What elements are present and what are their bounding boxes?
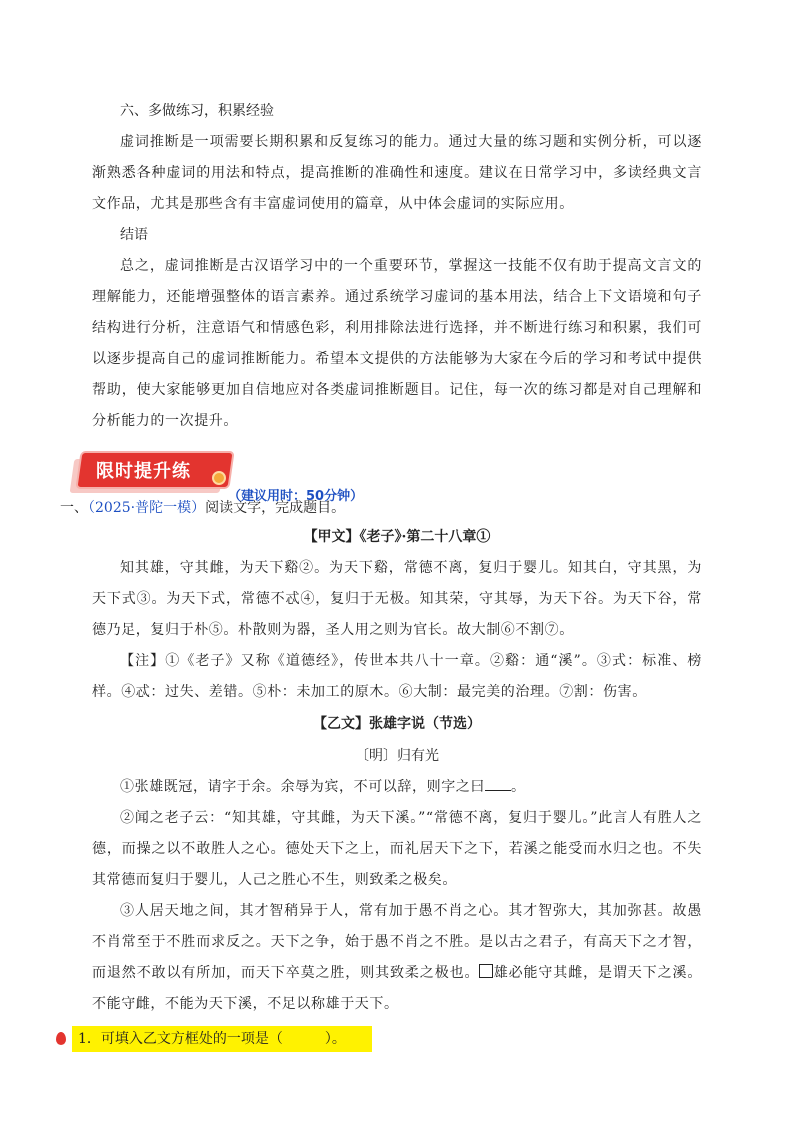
yi-p3-text: ③人居天地之间，其才智稍异于人，常有加于愚不肖之心。其才智弥大，其加弥甚。故愚不肖常至于不胜而求反之。天下之争，始于愚不肖之不胜。是以古之君子，有高天下之才智，而退然不敢以有所加，而天下卒莫之胜，则其致柔之极也。 (92, 903, 702, 981)
yi-p1-end: 。 (511, 779, 526, 795)
section6-body: 虚词推断是一项需要长期积累和反复练习的能力。通过大量的练习题和实例分析，可以逐渐熟悉各种虚词的用法和特点，提高推断的准确性和速度。建议在日常学习中，多读经典文言文作品，尤其是那些含有丰富虚词使用的篇章，从中体会虚词的实际应用。 (92, 134, 702, 212)
yi-p1-text: ①张雄既冠，请字于余。余辱为宾，不可以辞，则字之曰 (120, 779, 485, 795)
conclusion-body: 总之，虚词推断是古汉语学习中的一个重要环节，掌握这一技能不仅有助于提高文言文的理解能力，还能增强整体的语言素养。通过系统学习虚词的基本用法，结合上下文语境和句子结构进行分析，注意语气和情感色彩，利用排除法进行选择，并不断进行练习和积累，我们可以逐步提高自己的虚词推断能力。希望本文提供的方法能够为大家在今后的学习和考试中提供帮助，使大家能够更加自信地应对各类虚词推断题目。记住，每一次的练习都是对自己理解和分析能力的一次提升。 (92, 258, 702, 429)
question-instruction: 阅读文字，完成题目。 (205, 500, 346, 516)
jia-paragraph: 知其雄，守其雌，为天下谿②。为天下谿，常德不离，复归于婴儿。知其白，守其黑，为天下式③。为天下式，常德不忒④，复归于无极。知其荣，守其辱，为天下谷。为天下谷，常德乃足，复归于朴⑤。朴散则为器，圣人用之则为官长。故大制⑥不割⑦。 (92, 560, 702, 638)
yi-paragraph-2: ②闻之老子云：“知其雄，守其雌，为天下溪。”“常德不离，复归于婴儿。”此言人有胜人之德，而操之以不敢胜人之心。德处天下之上，而礼居天下之下，若溪之能受而水归之也。不失其常德而复归于婴儿，人己之胜心不生，则致柔之极矣。 (92, 810, 702, 888)
flame-icon (56, 1032, 66, 1045)
question-source: （2025·普陀一模） (88, 500, 206, 516)
yi-author: 〔明〕归有光 (355, 748, 439, 764)
banner-dot-icon (212, 471, 226, 485)
yi-p3-text-end: 雄必能守其雌，是谓天下之溪。不能守雌，不能为天下溪，不足以称雄于天下。 (92, 965, 702, 1012)
suggested-time: （建议用时：50分钟） (228, 489, 364, 504)
yi-paragraph-1 (92, 772, 702, 803)
yi-paragraph-3 (92, 896, 702, 1020)
jia-title: 【甲文】《老子》·第二十八章① (303, 529, 491, 545)
jia-note: 【注】①《老子》又称《道德经》，传世本共八十一章。②谿：通“溪”。③式：标准、榜样。④忒：过失、差错。⑤朴：未加工的原木。⑥大制：最完美的治理。⑦割：伤害。 (92, 653, 702, 700)
yi-title: 【乙文】张雄字说（节选） (313, 716, 481, 732)
section6-heading: 六、多做练习，积累经验 (120, 103, 274, 119)
fill-blank (485, 790, 511, 791)
question-number: 一、 (60, 500, 88, 516)
question-1-bar (72, 1026, 372, 1052)
banner-title: 限时提升练 (96, 461, 191, 482)
practice-banner (92, 445, 702, 504)
question-header (60, 495, 702, 521)
conclusion-heading: 结语 (120, 227, 148, 243)
answer-box (479, 964, 493, 978)
question-1-text: 1．可填入乙文方框处的一项是（ ）。 (78, 1031, 346, 1047)
